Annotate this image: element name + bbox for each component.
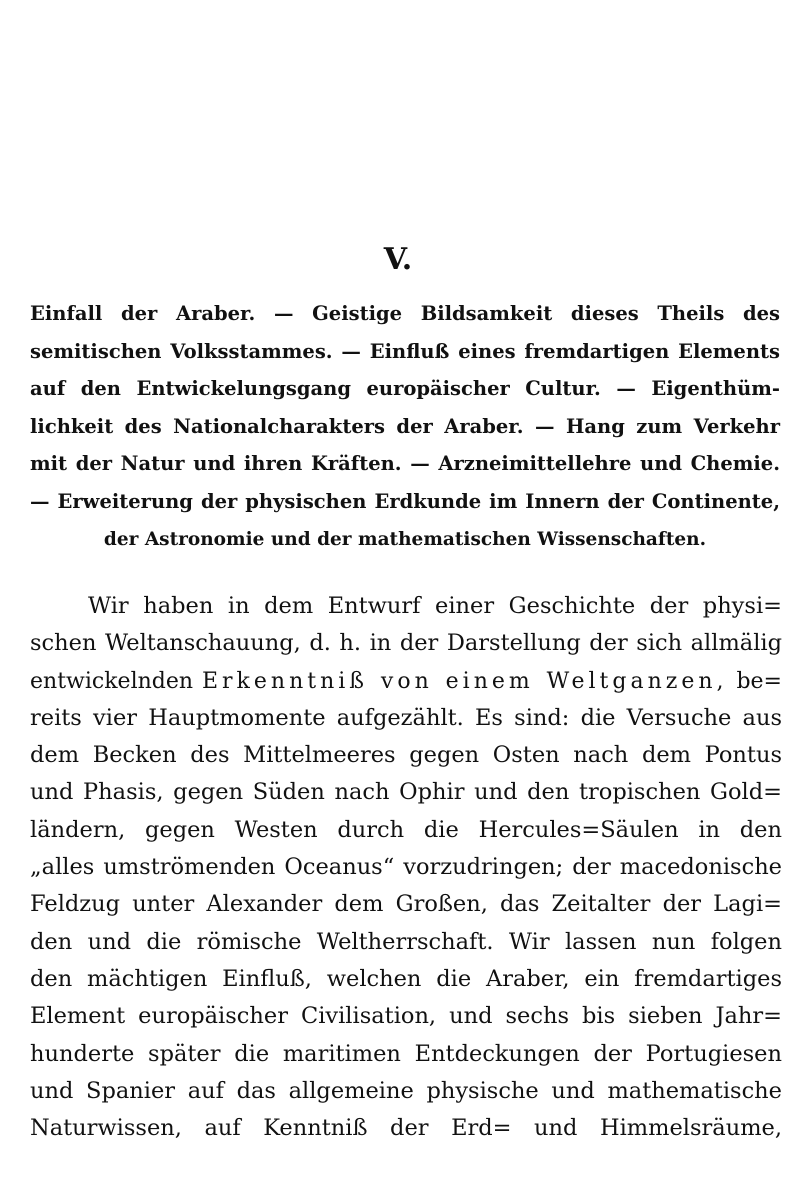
summary-line: auf den Entwickelungsgang europäischer Cultur. — Eigenthüm- [30, 377, 780, 401]
emphasized-phrase: Erkenntniß von einem Weltganzen, [201, 668, 728, 694]
text-line [30, 663, 782, 700]
text-line: Feldzug unter Alexander dem Großen, das Zeitalter der Lagi= [30, 891, 782, 918]
text-line: dem Becken des Mittelmeeres gegen Osten nach dem Pontus [30, 742, 782, 769]
summary-line: der Astronomie und der mathematischen Wissenschaften. [103, 528, 707, 550]
body-paragraph [30, 588, 782, 1147]
text-line: reits vier Hauptmomente aufgezählt. Es sind: die Versuche aus [30, 704, 782, 731]
text-line: hunderte später die maritimen Entdeckungen der Portugiesen [30, 1040, 782, 1067]
text-line: Wir haben in dem Entwurf einer Geschichte der physi= [88, 593, 782, 619]
summary-line: lichkeit des Nationalcharakters der Araber. — Hang zum Verkehr [30, 414, 780, 438]
summary-line: — Erweiterung der physischen Erdkunde im Innern der Continente, [30, 489, 780, 513]
text-segment: be= [736, 668, 782, 694]
text-line: den mächtigen Einfluß, welchen die Araber, ein fremdartiges [30, 965, 782, 992]
text-line: und Spanier auf das allgemeine physische und mathematische [30, 1077, 782, 1104]
text-line: Naturwissen, auf Kenntniß der Erd= und Himmelsräume, [30, 1115, 782, 1142]
chapter-summary [30, 295, 780, 558]
summary-line: mit der Natur und ihren Kräften. — Arzneimittellehre und Chemie. [30, 452, 780, 476]
text-line: schen Weltanschauung, d. h. in der Darstellung der sich allmälig [30, 630, 782, 657]
summary-line: Einfall der Araber. — Geistige Bildsamkeit dieses Theils des [30, 302, 780, 325]
text-line: ländern, gegen Westen durch die Hercules=Säulen in den [30, 816, 782, 843]
chapter-number: V. [383, 242, 413, 277]
text-segment: entwickelnden [30, 668, 194, 694]
text-line: und Phasis, gegen Süden nach Ophir und den tropischen Gold= [30, 779, 782, 806]
summary-line: semitischen Volksstammes. — Einfluß eines fremdartigen Elements [30, 339, 780, 363]
text-line: „alles umströmenden Oceanus“ vorzudringen; der macedonische [30, 854, 782, 881]
text-line: Element europäischer Civilisation, und sechs bis sieben Jahr= [30, 1003, 782, 1030]
text-line: den und die römische Weltherrschaft. Wir lassen nun folgen [30, 928, 782, 955]
